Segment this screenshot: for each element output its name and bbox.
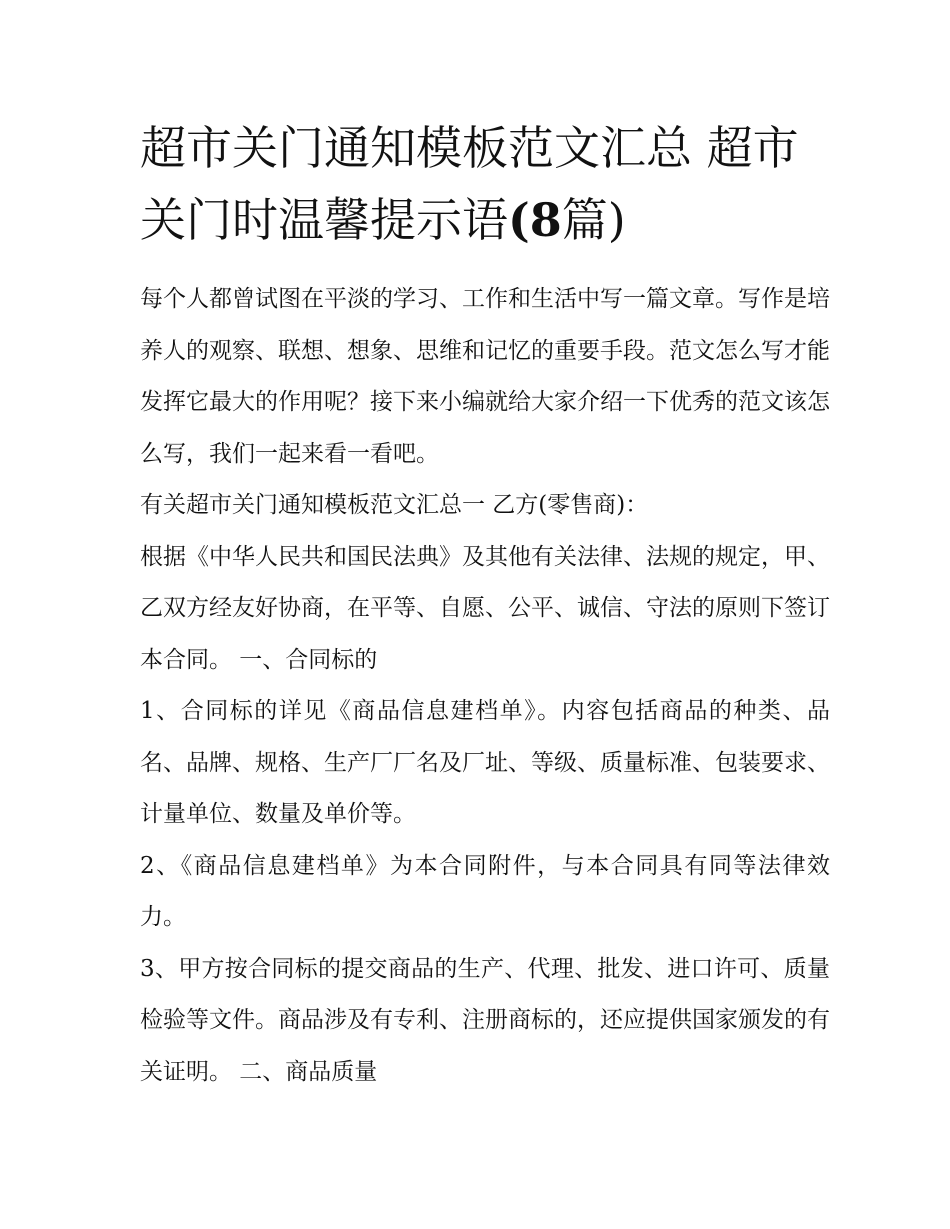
paragraph-clause-1: 1、合同标的详见《商品信息建档单》。内容包括商品的种类、品名、品牌、规格、生产厂厂名及厂址、等级、质量标准、包装要求、计量单位、数量及单价等。	[140, 698, 830, 827]
paragraph-intro: 每个人都曾试图在平淡的学习、工作和生活中写一篇文章。写作是培养人的观察、联想、想象、思维和记忆的重要手段。范文怎么写才能发挥它最大的作用呢？接下来小编就给大家介绍一下优秀的范文该怎么写，我们一起来看一看吧。	[140, 286, 830, 467]
paragraph-clause-2: 2、《商品信息建档单》为本合同附件，与本合同具有同等法律效力。	[140, 852, 830, 930]
title-count: (8	[508, 193, 562, 247]
paragraph-clause-3: 3、甲方按合同标的提交商品的生产、代理、批发、进口许可、质量检验等文件。商品涉及有专利、注册商标的，还应提供国家颁发的有关证明。 二、商品质量	[140, 955, 830, 1085]
document-content	[140, 112, 830, 1098]
paragraph-section-heading: 有关超市关门通知模板范文汇总一 乙方(零售商)：	[140, 492, 649, 518]
document-title: 超市关门通知模板范文汇总 超市关门时温馨提示语(8篇)	[140, 121, 799, 247]
paragraph-contract-preamble: 根据《中华人民共和国民法典》及其他有关法律、法规的规定，甲、乙双方经友好协商，在平等、自愿、公平、诚信、守法的原则下签订本合同。 一、合同标的	[140, 543, 830, 673]
document-body	[140, 274, 830, 1098]
